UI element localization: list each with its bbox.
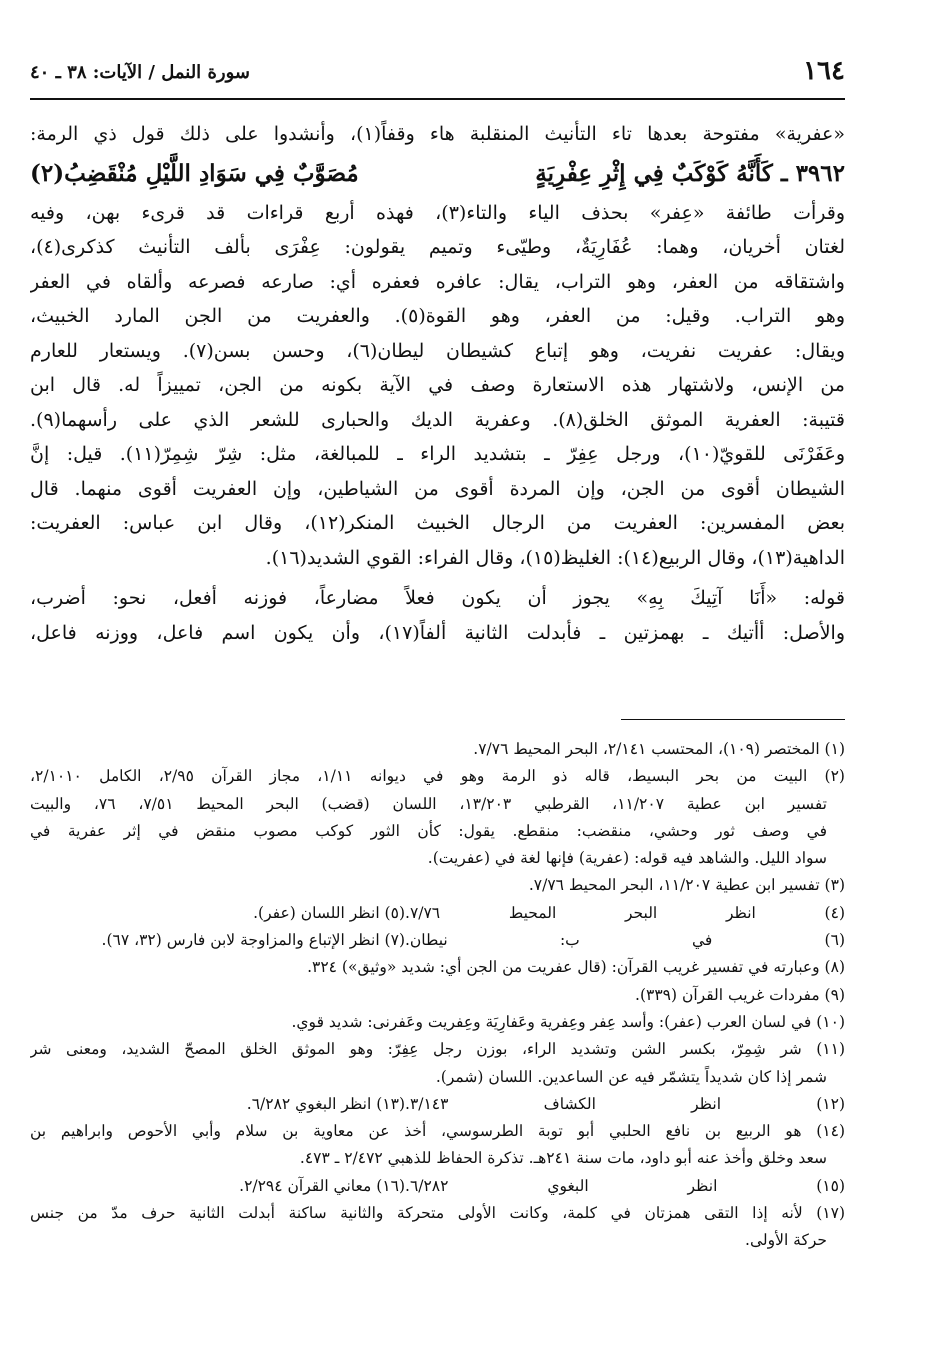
footnote-7: (٧) انظر الإتباع والمزاوجة لابن فارس (٣٢، ٦٧). bbox=[101, 931, 405, 950]
verse-first-hemistich: ٣٩٦٢ ـ كَأَنَّهُ كَوْكَبٌ فِي إِثْرِ عِفْرِيَةٍ bbox=[535, 159, 845, 187]
footnote-8: (٨) وعبارته في تفسير غريب القرآن: (قال عفريت من الجن أي: شديد «وثيق») ٣٢٤. bbox=[307, 958, 845, 977]
footnotes bbox=[30, 736, 845, 1255]
footnote-2-line: في وصف ثور وحشي، منقضب: منقطع. يقول: كأن الثور كوكب مصوب منقض في إثر عفرية في bbox=[30, 821, 827, 840]
footnote-3: (٣) تفسير ابن عطية ١١/٢٠٧، البحر المحيط ٧/٧٦. bbox=[528, 876, 845, 895]
footnote-11-line: شمر إذا كان شديداً يتشمّر فيه عن الساعدين. اللسان (شمر). bbox=[435, 1067, 827, 1086]
footnote-row bbox=[30, 1091, 845, 1118]
text-line: الشيطان أقوى من الجن، وإن المردة أقوى من الشياطين، وإن العفريت أقوى منهما. قال bbox=[30, 477, 845, 500]
footnote-14-line: (١٤) هو الربيع بن نافع الحلبي أبو توبة الطرسوسي، أخذ عن معاوية بن سلام وأبي الأحوص وابراهيم بن bbox=[30, 1122, 845, 1141]
text-line: وقرأت طائفة «عِفر» بحذف الياء والتاء(٣)، فهذه أربع قراءات قد قرىء بهن، وفيه bbox=[30, 201, 845, 224]
text-line: الداهية(١٣)، وقال الربيع(١٤): الغليظ(١٥)، وقال الفراء: القوي الشديد(١٦). bbox=[265, 546, 845, 569]
verse-second-hemistich: مُصَوَّبٌ فِي سَوَادِ اللَّيْلِ مُنْقَضِبُ(٢) bbox=[30, 159, 359, 187]
poetry-verse bbox=[30, 152, 845, 196]
text-line: لغتان أخريان، وهما: عُفَارِيَةٌ، وطيّىء وتميم يقولون: عِفْرَى بألف التأنيث كذكرى(٤)، bbox=[30, 236, 845, 258]
footnote-6: (٦) في ب: نيطان. bbox=[405, 931, 845, 950]
footnote-2-line: (٢) البيت من بحر البسيط، قاله ذو الرمة وهو في ديوانه ١/١١، مجاز القرآن ٢/٩٥، الكامل ٢/١٠١٠، bbox=[30, 767, 845, 786]
footnote-row bbox=[30, 927, 845, 954]
text-line: وعَفَرْنَى للقويّ(١٠)، ورجل عِفِرّ ـ بتشديد الراء ـ للمبالغة، مثل: شِرّ شِمِرّ(١١). قيل: إنَّ bbox=[30, 443, 845, 465]
footnote-1: (١) المختصر (١٠٩)، المحتسب ٢/١٤١، البحر المحيط ٧/٧٦. bbox=[473, 740, 845, 758]
footnote-4: (٤) انظر البحر المحيط ٧/٧٦. bbox=[405, 903, 845, 922]
text-line: قوله: «أَنَا آتِيكَ بِهِ» يجوز أن يكون فعلاً مضارعاً، فوزنه أفعل، نحو: أضرب، bbox=[30, 587, 845, 609]
footnote-11-line: (١١) شر شِمِرّ، بكسر الشن وتشديد الراء، بوزن رجل عِفِرّ: وهو الموثق الخلق المصحّ الشديد، ومعنى شر bbox=[30, 1040, 845, 1059]
footnote-12: (١٢) انظر الكشاف ٣/١٤٣. bbox=[405, 1094, 845, 1113]
text-line: من الإنس، ولاشتهار هذه الاستعارة وصف في الآية بكونه من الجن، تمييزاً له. قال ابن bbox=[30, 374, 845, 396]
footnote-17-line: (١٧) لأنه إذا التقى همزتان في كلمة، وكانت الأولى متحركة والثانية ساكنة أبدلت الثانية حرف مدّ من جنس bbox=[30, 1204, 845, 1223]
footnote-row bbox=[30, 900, 845, 927]
footnote-row bbox=[30, 1173, 845, 1200]
page-number: ١٦٤ bbox=[803, 56, 845, 86]
footnote-15: (١٥) انظر البغوي ٦/٢٨٢. bbox=[405, 1176, 845, 1195]
footnote-17-line: حركة الأولى. bbox=[745, 1231, 827, 1250]
text-line: ويقال: عفريت نفريت، وهو إتباع كشيطان ليطان(٦)، وحسن بسن(٧). ويستعار للعارم bbox=[30, 339, 845, 362]
footnote-16: (١٦) معاني القرآن ٢/٢٩٤. bbox=[239, 1176, 405, 1195]
text-line: وهو التراب. وقيل: من العفر، وهو القوة(٥). والعفريت من الجن المارد الخبيث، bbox=[30, 305, 845, 327]
page-header bbox=[30, 50, 845, 100]
footnote-13: (١٣) انظر البغوي ٦/٢٨٢. bbox=[246, 1094, 405, 1113]
text-line: قتيبة: العفرية الموثق الخلق(٨). وعفرية الديك والحبارى للشعر الذي على رأسهما(٩). bbox=[30, 408, 845, 431]
text-line: والأصل: أأتيك ـ بهمزتين ـ فأبدلت الثانية ألفاً(١٧)، وأن يكون اسم فاعل، ووزنه فاعل، bbox=[30, 621, 845, 644]
footnote-10: (١٠) في لسان العرب (عفر): وأسد عِفر وعِفرية وعَفارِيَة وعِفريت وعَفرنى: شديد قوي. bbox=[291, 1012, 845, 1031]
intro-line: «عفرية» مفتوحة بعدها تاء التأنيث المنقلبة هاء وقفاً(١)، وأنشدوا على ذلك قول ذي الرمة: bbox=[30, 123, 845, 145]
footnote-9: (٩) مفردات غريب القرآن (٣٣٩). bbox=[635, 985, 845, 1004]
main-text bbox=[30, 117, 845, 650]
footnote-separator bbox=[621, 719, 845, 720]
footnote-2-line: تفسير ابن عطية ١١/٢٠٧، القرطبي ١٣/٢٠٣، اللسان (قضب) البحر المحيط ٧/٥١، ٧٦، والبيت bbox=[30, 794, 827, 813]
footnote-14-line: سعد وخلق وأخذ عنه أبو داود، مات سنة ٢٤١هـ. تذكرة الحفاظ للذهبي ٢/٤٧٢ ـ ٤٧٣. bbox=[299, 1149, 827, 1168]
footnote-2-line: سواد الليل. والشاهد فيه قوله: (عفرية) فإنها لغة في (عفريت). bbox=[427, 849, 827, 868]
text-line: واشتقاقه من العفر، وهو التراب، يقال: عافره فعفره أي: صارعه فصرعه وألقاه في العفر bbox=[30, 270, 845, 293]
text-line: بعض المفسرين: العفريت من الرجال الخبيث المنكر(١٢)، وقال ابن عباس: العفريت: bbox=[30, 512, 845, 534]
footnote-5: (٥) انظر اللسان (عفر). bbox=[253, 903, 405, 922]
running-title: سورة النمل / الآيات: ٣٨ ـ ٤٠ bbox=[30, 62, 250, 83]
